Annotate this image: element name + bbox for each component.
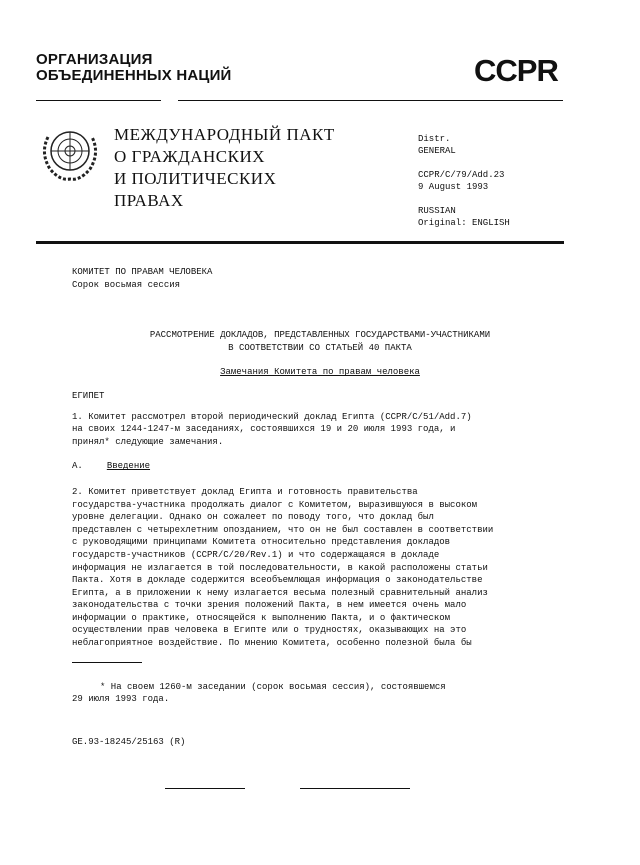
section-title: Введение <box>106 461 151 472</box>
section-letter: A. <box>72 461 83 472</box>
footnote <box>72 681 640 706</box>
text-line: неблагоприятное воздействие. По мнению Комитета, особенно полезной была бы <box>72 638 472 649</box>
bottom-mark <box>300 788 410 789</box>
subtitle-row <box>0 366 640 379</box>
thick-divider <box>36 241 564 244</box>
text-line: законодательства с точки зрения положений Пакта, в нем имеется очень мало <box>72 600 467 611</box>
text-line: Пакта. Хотя в докладе содержится всеобъемлющая информация о законодательстве <box>72 575 483 586</box>
divider <box>36 100 161 101</box>
subtitle: Замечания Комитета по правам человека <box>220 367 420 378</box>
text-line: Египта, а в приложении к нему излагается весьма полезный сравнительный анализ <box>72 587 488 598</box>
heading-line: В СООТВЕТСТВИИ СО СТАТЬЕЙ 40 ПАКТА <box>228 342 412 353</box>
bottom-mark <box>165 788 245 789</box>
bottom-marks <box>0 788 640 789</box>
distr-value: GENERAL <box>418 146 456 156</box>
text-line: 2. Комитет приветствует доклад Египта и готовность правительства <box>72 486 418 497</box>
top-header <box>0 51 640 88</box>
text-line: государств-участников (CCPR/C/20/Rev.1) и что содержащаяся в докладе <box>72 549 440 560</box>
text-line: осуществлении прав человека в Египте или о трудностях, оказывающих на это <box>72 625 467 636</box>
text-line: на своих 1244-1247-м заседаниях, состоявшихся 19 и 20 июля 1993 года, и <box>72 424 456 435</box>
distr-label: Distr. <box>418 134 451 144</box>
title-line: МЕЖДУНАРОДНЫЙ ПАКТ <box>114 125 335 144</box>
paragraph-1 <box>72 411 640 449</box>
text-line: представлен с четырехлетним опозданием, что он не был составлен в соответствии <box>72 524 494 535</box>
title-line: ПРАВАХ <box>114 191 184 210</box>
org-line: ОБЪЕДИНЕННЫХ НАЦИЙ <box>36 67 232 84</box>
text-line: с руководящими принципами Комитета относительно представления докладов <box>72 537 451 548</box>
section-a-heading <box>72 460 640 473</box>
footnote-divider <box>72 662 142 663</box>
committee-name: КОМИТЕТ ПО ПРАВАМ ЧЕЛОВЕКА <box>72 267 213 277</box>
document-metadata <box>418 133 510 229</box>
language: RUSSIAN <box>418 206 456 216</box>
document-code: CCPR <box>474 53 558 88</box>
committee-info <box>72 266 640 291</box>
title-line: И ПОЛИТИЧЕСКИХ <box>114 169 277 188</box>
text-line: 1. Комитет рассмотрел второй периодический доклад Египта (CCPR/C/51/Add.7) <box>72 411 472 422</box>
org-line: ОРГАНИЗАЦИЯ <box>36 51 153 68</box>
main-heading <box>0 329 640 354</box>
text-line: информации о практике, относящейся к выполнению Пакта, и о фактическом <box>72 612 451 623</box>
document-date: 9 August 1993 <box>418 182 489 192</box>
text-line: уровне делегации. Однако он сожалеет по поводу того, что доклад был <box>72 512 434 523</box>
title-block <box>0 115 640 241</box>
country: ЕГИПЕТ <box>72 390 105 401</box>
text-line: информация не излагается в той последовательности, в какой расположены статьи <box>72 562 488 573</box>
text-line: государства-участника продолжать диалог с Комитетом, выразившуюся в высоком <box>72 499 478 510</box>
divider <box>178 100 563 101</box>
text-line: * На своем 1260-м заседании (сорок восьмая сессия), состоявшемся <box>100 681 446 692</box>
title-line: О ГРАЖДАНСКИХ <box>114 147 266 166</box>
divider-row <box>0 100 640 101</box>
session: Сорок восьмая сессия <box>72 279 181 290</box>
un-emblem-icon <box>38 123 102 185</box>
text-line: принял* следующие замечания. <box>72 436 224 447</box>
original-language: Original: ENGLISH <box>418 218 510 228</box>
heading-line: РАССМОТРЕНИЕ ДОКЛАДОВ, ПРЕДСТАВЛЕННЫХ ГОСУДАРСТВАМИ-УЧАСТНИКАМИ <box>149 330 491 341</box>
covenant-title <box>114 124 335 212</box>
paragraph-2 <box>72 486 640 650</box>
document-symbol: CCPR/C/79/Add.23 <box>418 170 505 180</box>
document-number: GE.93-18245/25163 (R) <box>72 736 186 747</box>
text-line: 29 июля 1993 года. <box>72 694 170 705</box>
